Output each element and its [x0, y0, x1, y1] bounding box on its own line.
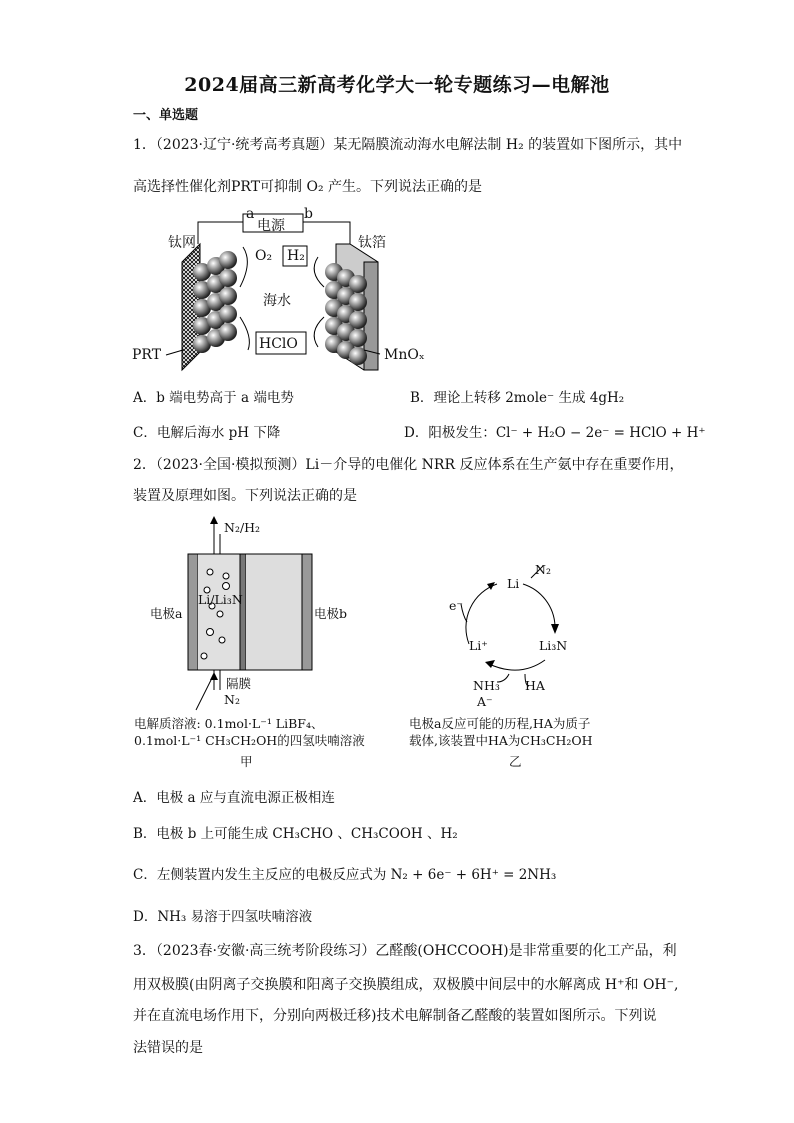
q1-figure [128, 202, 425, 377]
li-li3n-label: Li/Li₃N [198, 592, 243, 607]
cycle-ha-label: HA [525, 678, 545, 693]
cycle-li-ion-label: Li⁺ [469, 638, 488, 653]
titanium-foil-label: 钛箔 [358, 235, 386, 251]
inlet-gas-label: N₂ [224, 692, 240, 707]
cycle-li-label: Li [507, 576, 520, 591]
electrolyte-caption-line2: 0.1mol·L⁻¹ CH₃CH₂OH的四氢呋喃溶液 [134, 733, 365, 748]
h2-label: H₂ [287, 248, 305, 264]
q3-stem-line4: 法错误的是 [133, 1040, 203, 1056]
cycle-caption-line2: 载体,该装置中HA为CH₃CH₂OH [409, 733, 593, 748]
q2-stem-line2: 装置及原理如图。下列说法正确的是 [133, 488, 357, 504]
electrode-b-label: 电极b [314, 606, 348, 621]
page-title: 2024届高三新高考化学大一轮专题练习—电解池 [184, 74, 610, 96]
q1-stem-line1: 1．（2023·辽宁·统考高考真题）某无隔膜流动海水电解法制 H₂ 的装置如下图所示，其中 [133, 137, 683, 153]
q2-option-d: D．NH₃ 易溶于四氢呋喃溶液 [133, 909, 313, 925]
q3-stem-line2: 用双极膜(由阴离子交换膜和阳离子交换膜组成，双极膜中间层中的水解离成 H⁺和 OH⁻, [133, 977, 679, 993]
o2-label: O₂ [255, 248, 273, 264]
q2-option-c: C．左侧装置内发生主反应的电极反应式为 N₂ + 6e⁻ + 6H⁺ = 2NH₃ [133, 867, 557, 883]
electrolyte-caption-line1: 电解质溶液: 0.1mol·L⁻¹ LiBF₄、 [134, 716, 324, 731]
q1-option-d: D．阳极发生：Cl⁻ + H₂O − 2e⁻ = HClO + H⁺ [404, 425, 706, 441]
cycle-caption-line1: 电极a反应可能的历程,HA为质子 [409, 716, 591, 731]
q1-stem-line2: 高选择性催化剂PRT可抑制 O₂ 产生。下列说法正确的是 [133, 179, 483, 195]
seawater-label: 海水 [263, 293, 291, 309]
figure-a-name: 甲 [240, 754, 253, 769]
cycle-li3n-label: Li₃N [539, 638, 568, 653]
cycle-n2-label: N₂ [535, 562, 551, 577]
section-heading: 一、单选题 [133, 108, 199, 123]
hclo-label: HClO [259, 336, 298, 352]
q2-option-a: A．电极 a 应与直流电源正极相连 [133, 790, 335, 806]
mnox-label: MnOₓ [384, 347, 425, 363]
power-source-label: 电源 [257, 218, 285, 234]
q1-option-c: C．电解后海水 pH 下降 [133, 425, 281, 441]
q3-stem-line3: 并在直流电场作用下，分别向两极迁移)技术电解制备乙醛酸的装置如图所示。下列说 [133, 1008, 657, 1024]
prt-label: PRT [132, 347, 162, 363]
q2-figure-a [130, 514, 400, 772]
q1-option-a: A．b 端电势高于 a 端电势 [133, 390, 294, 406]
membrane-label: 隔膜 [226, 676, 252, 691]
terminal-b-label: b [304, 206, 313, 222]
outlet-gas-label: N₂/H₂ [224, 520, 261, 535]
terminal-a-label: a [246, 206, 255, 222]
q1-option-b: B．理论上转移 2mole⁻ 生成 4gH₂ [410, 390, 625, 406]
figure-b-name: 乙 [509, 754, 522, 769]
q2-option-b: B．电极 b 上可能生成 CH₃CHO 、CH₃COOH 、H₂ [133, 826, 458, 842]
q2-stem-line1: 2．（2023·全国·模拟预测）Li－介导的电催化 NRR 反应体系在生产氨中存在重要作用， [133, 457, 684, 473]
mnox-catalyst-balls [325, 263, 367, 365]
prt-catalyst-balls [193, 251, 237, 353]
electrode-a-label: 电极a [150, 606, 183, 621]
cycle-electron-label: e⁻ [449, 598, 463, 613]
q2-figure-b [405, 556, 645, 772]
cycle-nh3-label: NH₃ [473, 678, 500, 693]
cycle-anion-label: A⁻ [477, 694, 493, 709]
titanium-mesh-label: 钛网 [168, 235, 196, 251]
q3-stem-line1: 3．（2023春·安徽·高三统考阶段练习）乙醛酸(OHCCOOH)是非常重要的化工产品，利 [133, 943, 677, 959]
